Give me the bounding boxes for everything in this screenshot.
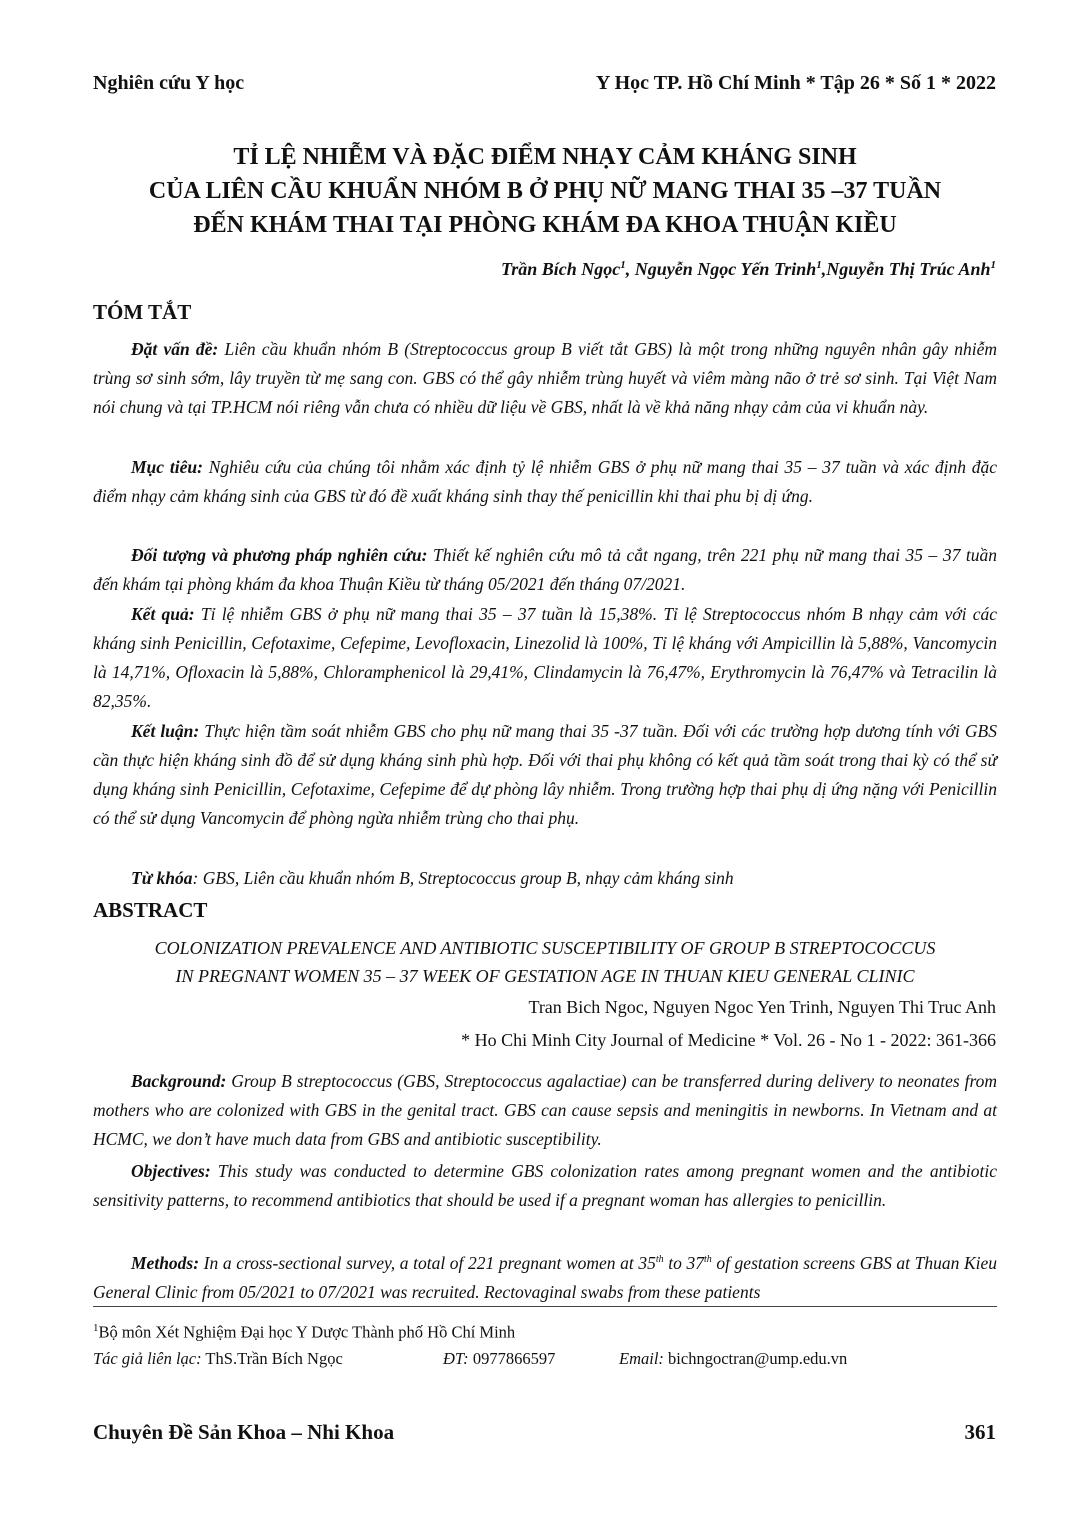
- paragraph-label: Background:: [131, 1071, 227, 1091]
- summary-paragraph-methods: [93, 541, 997, 599]
- contact-email: [619, 1349, 847, 1369]
- title-line: TỈ LỆ NHIỄM VÀ ĐẶC ĐIỂM NHẠY CẢM KHÁNG SINH: [233, 144, 857, 170]
- contact-author: [93, 1349, 343, 1369]
- contact-label: Email:: [619, 1349, 664, 1368]
- paragraph-label: Đặt vấn đề:: [131, 339, 219, 359]
- paragraph-label: Kết luận:: [131, 721, 200, 741]
- paragraph-text: This study was conducted to determine GBS colonization rates among pregnant women and the antibiotic sensitivity patterns, to recommend antibiotics that should be used if a pregnant woman has allergies to penicillin.: [93, 1161, 997, 1210]
- authors-vn: Trần Bích Ngọc$^1$, Nguyễn Ngọc Yến Trinh$^1$,Nguyễn Thị Trúc Anh$^1$: [500, 259, 996, 279]
- author-sup: 1: [816, 259, 822, 271]
- authors-en: Tran Bich Ngoc, Nguyen Ngoc Yen Trinh, Nguyen Thi Truc Anh: [528, 997, 996, 1017]
- paragraph-text: In a cross-sectional survey, a total of 221 pregnant women at 35: [203, 1252, 656, 1273]
- author-name: Nguyễn Ngọc Yến Trinh: [634, 259, 817, 279]
- article-title-en: [93, 934, 997, 990]
- abstract-heading: ABSTRACT: [93, 898, 208, 922]
- paragraph-text: of gestation screens GBS at Thuan Kieu General Clinic from 05/2021 to 07/2021 was recruited. Rectovaginal swabs from these patients: [93, 1252, 998, 1302]
- affiliation-text: Bộ môn Xét Nghiệm Đại học Y Dược Thành phố Hồ Chí Minh: [98, 1322, 516, 1342]
- page-number: 361: [964, 1420, 996, 1444]
- contact-label: Tác giả liên lạc:: [93, 1349, 202, 1368]
- contact-value: bichngoctran@ump.edu.vn: [663, 1349, 848, 1368]
- paragraph-label: Kết quả:: [131, 604, 195, 624]
- title-line: ĐẾN KHÁM THAI TẠI PHÒNG KHÁM ĐA KHOA THUẬN KIỀU: [193, 212, 897, 238]
- journal-citation: * Ho Chi Minh City Journal of Medicine * Vol. 26 - No 1 - 2022: 361-366: [461, 1030, 996, 1050]
- title-line: CỦA LIÊN CẦU KHUẨN NHÓM B Ở PHỤ NỮ MANG THAI 35 –37 TUẦN: [148, 178, 942, 204]
- paragraph-label: Mục tiêu:: [131, 457, 203, 477]
- summary-paragraph-conclusion: [93, 717, 997, 833]
- paragraph-text: Liên cầu khuẩn nhóm B (Streptococcus group B viết tắt GBS) là một trong những nguyên nhân gây nhiễm trùng sơ sinh sớm, lây truyền từ mẹ sang con. GBS có thể gây nhiễm trùng huyết và viêm màng não ở trẻ sơ sinh. Tại Việt Nam nói chung và tại TP.HCM nói riêng vẫn chưa có nhiều dữ liệu về GBS, nhất là về khả năng nhạy cảm của vi khuẩn này.: [93, 339, 997, 417]
- summary-paragraph-background: [93, 335, 997, 422]
- abstract-paragraph-objectives: [93, 1157, 997, 1215]
- paragraph-label: Methods:: [131, 1252, 200, 1273]
- paragraph-text: : GBS, Liên cầu khuẩn nhóm B, Streptococcus group B, nhạy cảm kháng sinh: [192, 868, 734, 888]
- summary-heading: TÓM TẮT: [93, 300, 192, 324]
- abstract-paragraph-methods: [93, 1245, 997, 1307]
- contact-value: 0977866597: [468, 1349, 556, 1368]
- author-sup: 1: [620, 259, 626, 271]
- paragraph-text: Nghiêu cứu của chúng tôi nhằm xác định tỷ lệ nhiễm GBS ở phụ nữ mang thai 35 – 37 tuần và xác định đặc điểm nhạy cảm kháng sinh của GBS từ đó đề xuất kháng sinh thay thế penicillin khi thai phu bị dị ứng.: [93, 457, 997, 506]
- running-header-right: Y Học TP. Hồ Chí Minh * Tập 26 * Số 1 * 2022: [595, 72, 996, 94]
- en-title-line: IN PREGNANT WOMEN 35 – 37 WEEK OF GESTATION AGE IN THUAN KIEU GENERAL CLINIC: [175, 966, 915, 986]
- superscript: th: [655, 1254, 664, 1265]
- author-name: Nguyễn Thị Trúc Anh: [826, 259, 991, 279]
- abstract-paragraph-background: [93, 1067, 997, 1154]
- paragraph-text: Thực hiện tầm soát nhiễm GBS cho phụ nữ mang thai 35 -37 tuần. Đối với các trường hợp dương tính với GBS cần thực hiện kháng sinh đồ để sử dụng kháng sinh phù hợp. Đối với thai phụ không có kết quả tầm soát trong thai kỳ có thể sử dụng kháng sinh Penicillin, Cefotaxime, Cefepime để dự phòng lây nhiễm. Trong trường hợp thai phụ dị ứng nặng với Penicillin có thể sử dụng Vancomycin để phòng ngừa nhiễm trùng cho thai phụ.: [93, 721, 997, 828]
- author-name: Trần Bích Ngọc: [500, 259, 621, 279]
- running-header-left: Nghiên cứu Y học: [93, 72, 245, 94]
- contact-value: ThS.Trần Bích Ngọc: [201, 1349, 343, 1368]
- paragraph-label: Objectives:: [131, 1161, 211, 1181]
- contact-phone: [443, 1349, 555, 1369]
- superscript: th: [703, 1254, 712, 1265]
- footnote-divider: [93, 1306, 997, 1307]
- paragraph-text: Thiết kế nghiên cứu mô tả cắt ngang, trên 221 phụ nữ mang thai 35 – 37 tuần đến khám tại phòng khám đa khoa Thuận Kiều từ tháng 05/2021 đến tháng 07/2021.: [93, 545, 997, 594]
- affiliation-footnote: [93, 1322, 515, 1343]
- paragraph-text: Tỉ lệ nhiễm GBS ở phụ nữ mang thai 35 – 37 tuần là 15,38%. Tỉ lệ Streptococcus nhóm B nhạy cảm với các kháng sinh Penicillin, Cefotaxime, Cefepime, Levofloxacin, Linezolid là 100%, Tỉ lệ kháng với Ampicillin là 5,88%, Vancomycin là 14,71%, Ofloxacin là 5,88%, Chloramphenicol là 29,41%, Clindamycin là 76,47%, Erythromycin là 76,47% và Tetracilin là 82,35%.: [93, 604, 997, 711]
- paragraph-text: to 37: [663, 1252, 704, 1273]
- running-footer-left: Chuyên Đề Sản Khoa – Nhi Khoa: [93, 1420, 395, 1444]
- paragraph-text: Group B streptococcus (GBS, Streptococcus agalactiae) can be transferred during delivery to neonates from mothers who are colonized with GBS in the genital tract. GBS can cause sepsis and meningitis in newborns. In Vietnam and at HCMC, we don’t have much data from GBS and antibiotic susceptibility.: [93, 1071, 998, 1149]
- paragraph-label: Từ khóa: [131, 868, 193, 888]
- author-sup: 1: [990, 259, 996, 271]
- summary-paragraph-results: [93, 600, 997, 716]
- paragraph-label: Đối tượng và phương pháp nghiên cứu:: [131, 545, 428, 565]
- affiliation-sup: 1: [93, 1322, 99, 1334]
- summary-keywords: [93, 864, 997, 893]
- contact-label: ĐT:: [443, 1349, 469, 1368]
- article-title-vn: [60, 140, 1030, 242]
- summary-paragraph-objectives: [93, 453, 997, 511]
- en-title-line: COLONIZATION PREVALENCE AND ANTIBIOTIC SUSCEPTIBILITY OF GROUP B STREPTOCOCCUS: [154, 938, 936, 958]
